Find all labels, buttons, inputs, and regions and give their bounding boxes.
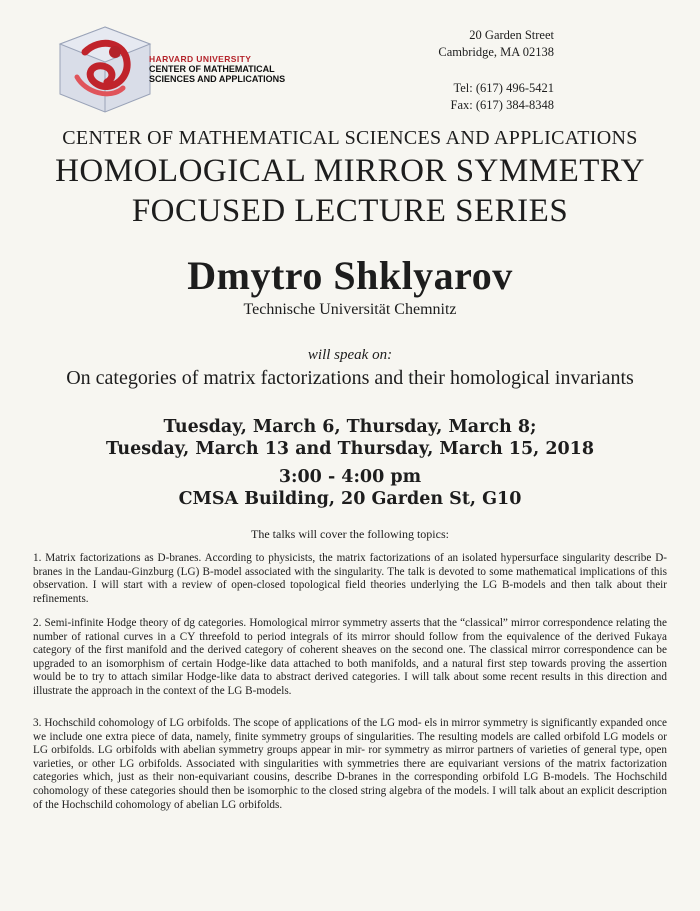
- series-title-line1: HOMOLOGICAL MIRROR SYMMETRY: [55, 153, 645, 189]
- contact-fax: Fax: (617) 384-8348: [450, 98, 554, 112]
- topic-paragraph-2: 2. Semi-infinite Hodge theory of dg categories. Homological mirror symmetry asserts that the “classical” mirror correspondence relating the number of rational curves in a CY threefold to period integrals of its mirror should follow from the equivalence of the derived Fukaya category of the first manifold and the derived category of coherent sheaves on the second one. The classical mirror correspondence can be upgraded to an isomorphism of certain Hodge-like data attached to both manifolds, and a natural first step towards proving the assertion would be to try to attach similar Hodge-like data to abstract derived categories. I will talk about some recent results in this direction and illustrate the approach in the context of the LG B-models.: [33, 617, 667, 697]
- speaker-affiliation: Technische Universität Chemnitz: [243, 301, 457, 318]
- street-address: [354, 27, 554, 61]
- address-street: 20 Garden Street: [469, 28, 554, 42]
- talk-intro: will speak on:: [307, 347, 393, 363]
- topics-intro: The talks will cover the following topics:: [251, 527, 449, 541]
- contact-numbers: [354, 80, 554, 114]
- cmsa-cube-logo-icon: [55, 22, 155, 117]
- schedule-time: 3:00 - 4:00 pm: [278, 467, 422, 487]
- logo-university: HARVARD UNIVERSITY: [149, 54, 252, 64]
- logo-text: [149, 54, 285, 84]
- schedule-dates-line2: Tuesday, March 13 and Thursday, March 15, 2018: [105, 439, 595, 459]
- logo-center-line1: CENTER OF MATHEMATICAL: [149, 64, 275, 74]
- logo-center-line2: SCIENCES AND APPLICATIONS: [149, 74, 286, 84]
- schedule-location: CMSA Building, 20 Garden St, G10: [178, 489, 522, 509]
- topic-paragraph-3: 3. Hochschild cohomology of LG orbifolds. The scope of applications of the LG mod- els in mirror symmetry is significantly expanded once we include one extra piece of data, namely, finite symmetry groups of singularities. The resulting models are called orbifold LG models or LG orbifolds. LG orbifolds with abelian symmetry groups appear in mir- ror symmetry as mirror partners of varieties of general type, open varieties, or other LG orbifolds. Associated with singularities with symmetries there are equivariant versions of the matrix factorization categories which, just as their non-equivariant cousins, describe D-branes in the corresponding orbifold LG B-models. The Hochschild cohomology of these categories should then be isomorphic to the closed string algebra of the models. I will talk about an explicit description of the Hochschild cohomology of abelian LG orbifolds.: [33, 717, 667, 811]
- cmsa-logo: [55, 22, 295, 117]
- contact-tel: Tel: (617) 496-5421: [453, 81, 554, 95]
- schedule-dates-line1: Tuesday, March 6, Thursday, March 8;: [163, 417, 537, 437]
- address-city: Cambridge, MA 02138: [438, 45, 554, 59]
- talk-title: On categories of matrix factorizations and their homological invariants: [66, 367, 634, 389]
- speaker-name: Dmytro Shklyarov: [187, 253, 513, 298]
- schedule-dates: [0, 416, 700, 460]
- center-heading: CENTER OF MATHEMATICAL SCIENCES AND APPLICATIONS: [62, 127, 638, 149]
- series-title-line2: FOCUSED LECTURE SERIES: [131, 193, 569, 229]
- schedule-time-location: [0, 466, 700, 510]
- topic-paragraph-1: 1. Matrix factorizations as D-branes. According to physicists, the matrix factorizations of an isolated hypersurface singularity describe D-branes in the Landau-Ginzburg (LG) B-model associated with the singularity. The talk is devoted to some mathematical implications of this observation. I will start with a review of open-closed topological field theories underlying the LG B-models and then talk about their refinements.: [33, 552, 667, 605]
